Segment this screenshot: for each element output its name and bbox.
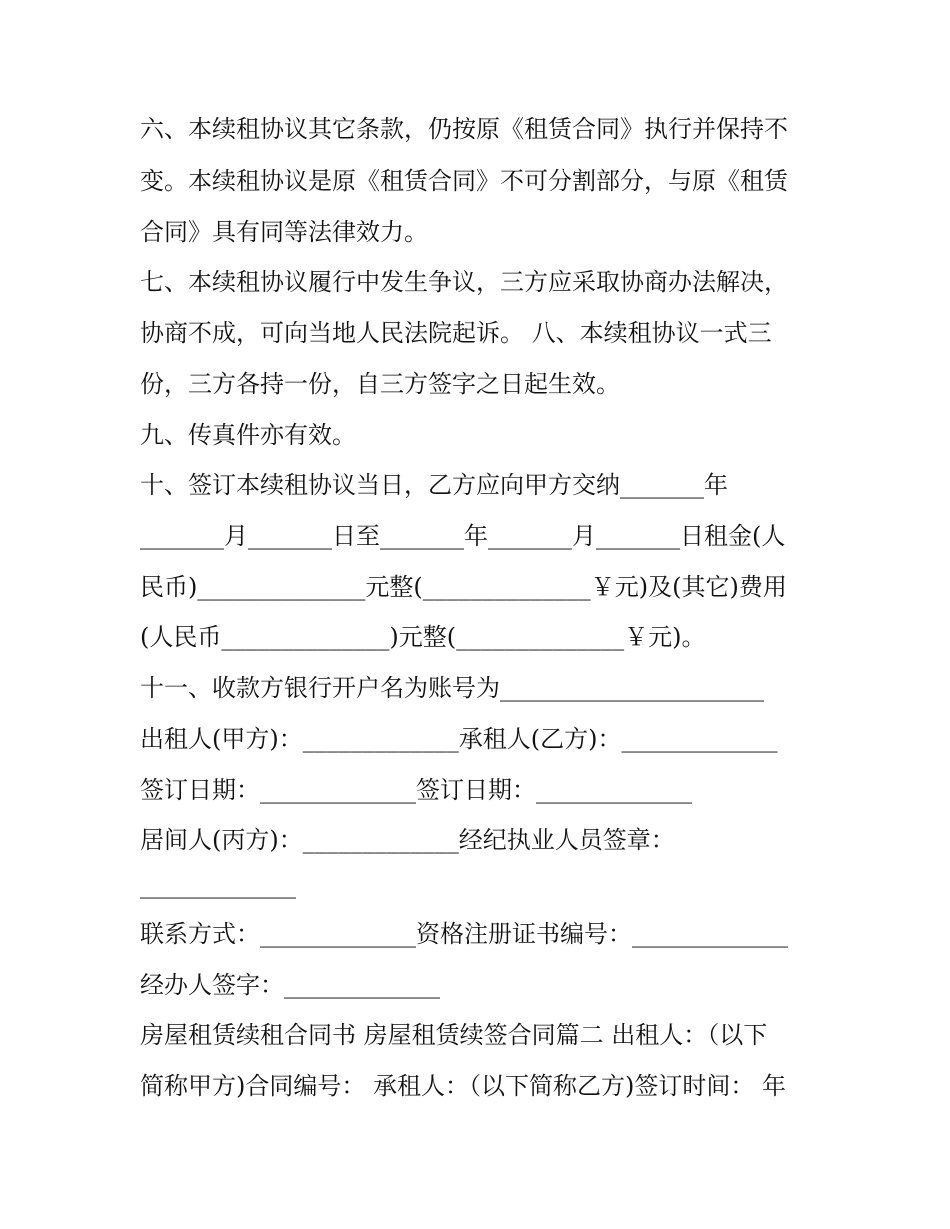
text-line: 十一、收款方银行开户名为账号为______________________ <box>140 674 764 702</box>
text-line: (人民币______________)元整(______________￥元)。 <box>140 623 706 651</box>
text-line: 出租人(甲方)：_____________承租人(乙方)：_____________ <box>140 725 778 753</box>
text-line: 十、签订本续租协议当日，乙方应向甲方交纳_______年 <box>140 471 728 499</box>
text-line: 份，三方各持一份，自三方签字之日起生效。 <box>140 370 620 398</box>
text-line: _______月_______日至_______年_______月_______日租金(人 <box>140 522 786 550</box>
text-line: 六、本续租协议其它条款，仍按原《租赁合同》执行并保持不 <box>140 115 788 143</box>
text-line: 经办人签字：_____________ <box>140 971 440 999</box>
text-line: 合同》具有同等法律效力。 <box>140 218 428 246</box>
text-line: 协商不成，可向当地人民法院起诉。 八、本续租协议一式三 <box>140 319 772 347</box>
text-line: 联系方式：_____________资格注册证书编号：_____________ <box>140 920 788 948</box>
text-line: 房屋租赁续租合同书 房屋租赁续签合同篇二 出租人：（以下 <box>140 1021 768 1049</box>
text-line: 民币)______________元整(______________￥元)及(其它)费用 <box>140 573 787 601</box>
text-line: 变。本续租协议是原《租赁合同》不可分割部分，与原《租赁 <box>140 167 788 195</box>
text-line: 签订日期：_____________签订日期：_____________ <box>140 776 692 804</box>
text-line: _____________ <box>140 871 296 899</box>
text-line: 居间人(丙方)：_____________经纪执业人员签章： <box>140 826 675 854</box>
text-line: 七、本续租协议履行中发生争议，三方应采取协商办法解决， <box>140 268 788 296</box>
text-line: 简称甲方)合同编号： 承租人：（以下简称乙方)签订时间： 年 <box>140 1072 786 1100</box>
text-line: 九、传真件亦有效。 <box>140 421 356 449</box>
